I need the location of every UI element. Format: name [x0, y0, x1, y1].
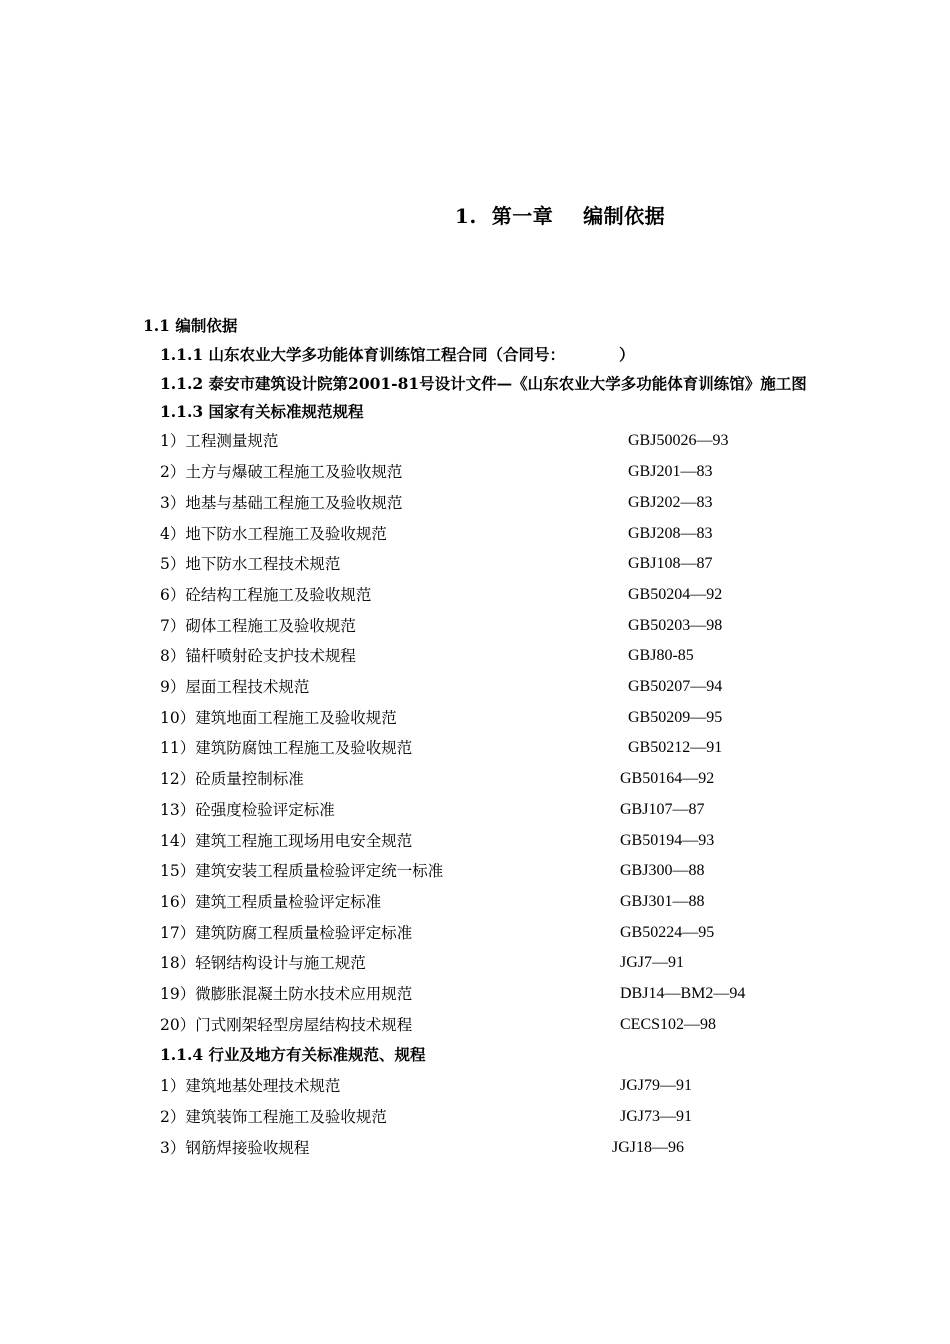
standard-item-label: 16）建筑工程质量检验评定标准: [160, 893, 382, 911]
standard-item-label: 1）建筑地基处理技术规范: [160, 1077, 341, 1095]
standard-item-label: 14）建筑工程施工现场用电安全规范: [160, 832, 413, 850]
standard-item-code: GBJ108—87: [628, 555, 713, 572]
subsection-1-1-3: 1.1.3 国家有关标准规范规程: [160, 402, 364, 421]
standard-item-label: 4）地下防水工程施工及验收规范: [160, 525, 387, 543]
standard-item-code: GB50164—92: [620, 770, 715, 787]
standard-item-code: GB50194—93: [620, 832, 715, 849]
standard-item-label: 20）门式刚架轻型房屋结构技术规程: [160, 1016, 413, 1034]
standard-item-label: 2）土方与爆破工程施工及验收规范: [160, 463, 403, 481]
standard-item-label: 3）钢筋焊接验收规程: [160, 1139, 310, 1157]
subsection-1-1-1: 1.1.1 山东农业大学多功能体育训练馆工程合同（合同号： ）: [160, 345, 635, 364]
standard-item-code: GB50207—94: [628, 678, 723, 695]
standard-item-label: 12）砼质量控制标准: [160, 770, 304, 788]
standard-item-code: GBJ301—88: [620, 893, 705, 910]
standard-item-label: 5）地下防水工程技术规范: [160, 555, 341, 573]
standard-item-label: 9）屋面工程技术规范: [160, 678, 310, 696]
standard-item-label: 8）锚杆喷射砼支护技术规程: [160, 647, 356, 665]
standard-item-code: GB50212—91: [628, 739, 723, 756]
standard-item-label: 3）地基与基础工程施工及验收规范: [160, 494, 403, 512]
standard-item-label: 15）建筑安装工程质量检验评定统一标准: [160, 862, 444, 880]
standard-item-code: GBJ107—87: [620, 801, 705, 818]
standard-item-code: GBJ80-85: [628, 647, 694, 664]
section-heading-1-1: 1.1 编制依据: [143, 316, 238, 335]
standard-item-code: GBJ300—88: [620, 862, 705, 879]
standard-item-code: GBJ50026—93: [628, 432, 729, 449]
standard-item-code: GB50204—92: [628, 586, 723, 603]
standard-item-label: 18）轻钢结构设计与施工规范: [160, 954, 366, 972]
standard-item-code: JGJ18—96: [612, 1139, 685, 1156]
standard-item-code: GBJ208—83: [628, 525, 713, 542]
standard-item-code: GBJ202—83: [628, 494, 713, 511]
standard-item-label: 2）建筑装饰工程施工及验收规范: [160, 1108, 387, 1126]
standard-item-code: GB50203—98: [628, 617, 723, 634]
standard-item-label: 7）砌体工程施工及验收规范: [160, 617, 356, 635]
standard-item-label: 6）砼结构工程施工及验收规范: [160, 586, 372, 604]
standard-item-label: 10）建筑地面工程施工及验收规范: [160, 709, 397, 727]
standard-item-code: CECS102—98: [620, 1016, 717, 1033]
standard-item-label: 11）建筑防腐蚀工程施工及验收规范: [160, 739, 413, 757]
subsection-1-1-4: 1.1.4 行业及地方有关标准规范、规程: [160, 1045, 426, 1064]
standard-item-label: 19）微膨胀混凝土防水技术应用规范: [160, 985, 413, 1003]
standard-item-label: 17）建筑防腐工程质量检验评定标准: [160, 924, 413, 942]
standard-item-code: GBJ201—83: [628, 463, 713, 480]
standard-item-code: JGJ79—91: [620, 1077, 693, 1094]
standard-item-code: JGJ73—91: [620, 1108, 693, 1125]
standard-item-label: 13）砼强度检验评定标准: [160, 801, 335, 819]
standard-item-label: 1）工程测量规范: [160, 432, 279, 450]
standard-item-code: JGJ7—91: [620, 954, 685, 971]
standard-item-code: DBJ14—BM2—94: [620, 985, 746, 1002]
standard-item-code: GB50224—95: [620, 924, 715, 941]
standard-item-code: GB50209—95: [628, 709, 723, 726]
chapter-title: 1. 第一章 编制依据: [454, 204, 666, 228]
subsection-1-1-2: 1.1.2 泰安市建筑设计院第2001-81号设计文件—《山东农业大学多功能体育训练馆》施工图: [160, 374, 807, 393]
